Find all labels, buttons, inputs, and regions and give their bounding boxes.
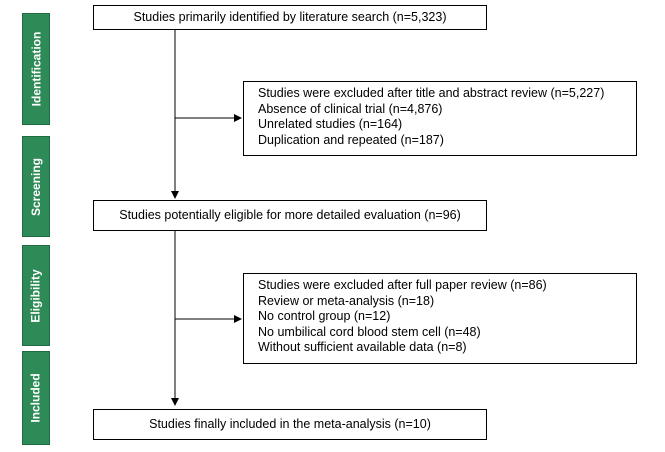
- box-eligible-text: Studies potentially eligible for more detailed evaluation (n=96): [119, 207, 461, 222]
- stage-included-label: Included: [29, 373, 43, 423]
- box-excluded-title-abstract: [243, 81, 637, 156]
- box-identified-text: Studies primarily identified by literature search (n=5,323): [133, 9, 447, 24]
- prisma-flowchart: [22, 5, 641, 447]
- excluded-title-item: Unrelated studies (n=164): [258, 117, 403, 131]
- box-included-text: Studies finally included in the meta-analysis (n=10): [149, 416, 431, 431]
- excluded-full-item: Without sufficient available data (n=8): [258, 340, 467, 354]
- stage-screening-label: Screening: [29, 157, 43, 216]
- stage-eligibility-label: Eligibility: [29, 268, 43, 323]
- excluded-title-header: Studies were excluded after title and abstract review (n=5,227): [258, 86, 605, 100]
- excluded-full-item: No umbilical cord blood stem cell (n=48): [258, 324, 481, 339]
- box-identified: [93, 5, 487, 30]
- excluded-full-header: Studies were excluded after full paper review (n=86): [258, 278, 547, 292]
- box-excluded-full-paper: [243, 273, 637, 364]
- excluded-title-item: Absence of clinical trial (n=4,876): [258, 101, 443, 116]
- stage-identification-label: Identification: [29, 31, 44, 107]
- box-eligible: [93, 200, 487, 231]
- excluded-full-item: Review or meta-analysis (n=18): [258, 293, 435, 308]
- excluded-title-item: Duplication and repeated (n=187): [258, 132, 444, 147]
- excluded-full-item: No control group (n=12): [258, 309, 391, 323]
- box-included: [93, 409, 487, 440]
